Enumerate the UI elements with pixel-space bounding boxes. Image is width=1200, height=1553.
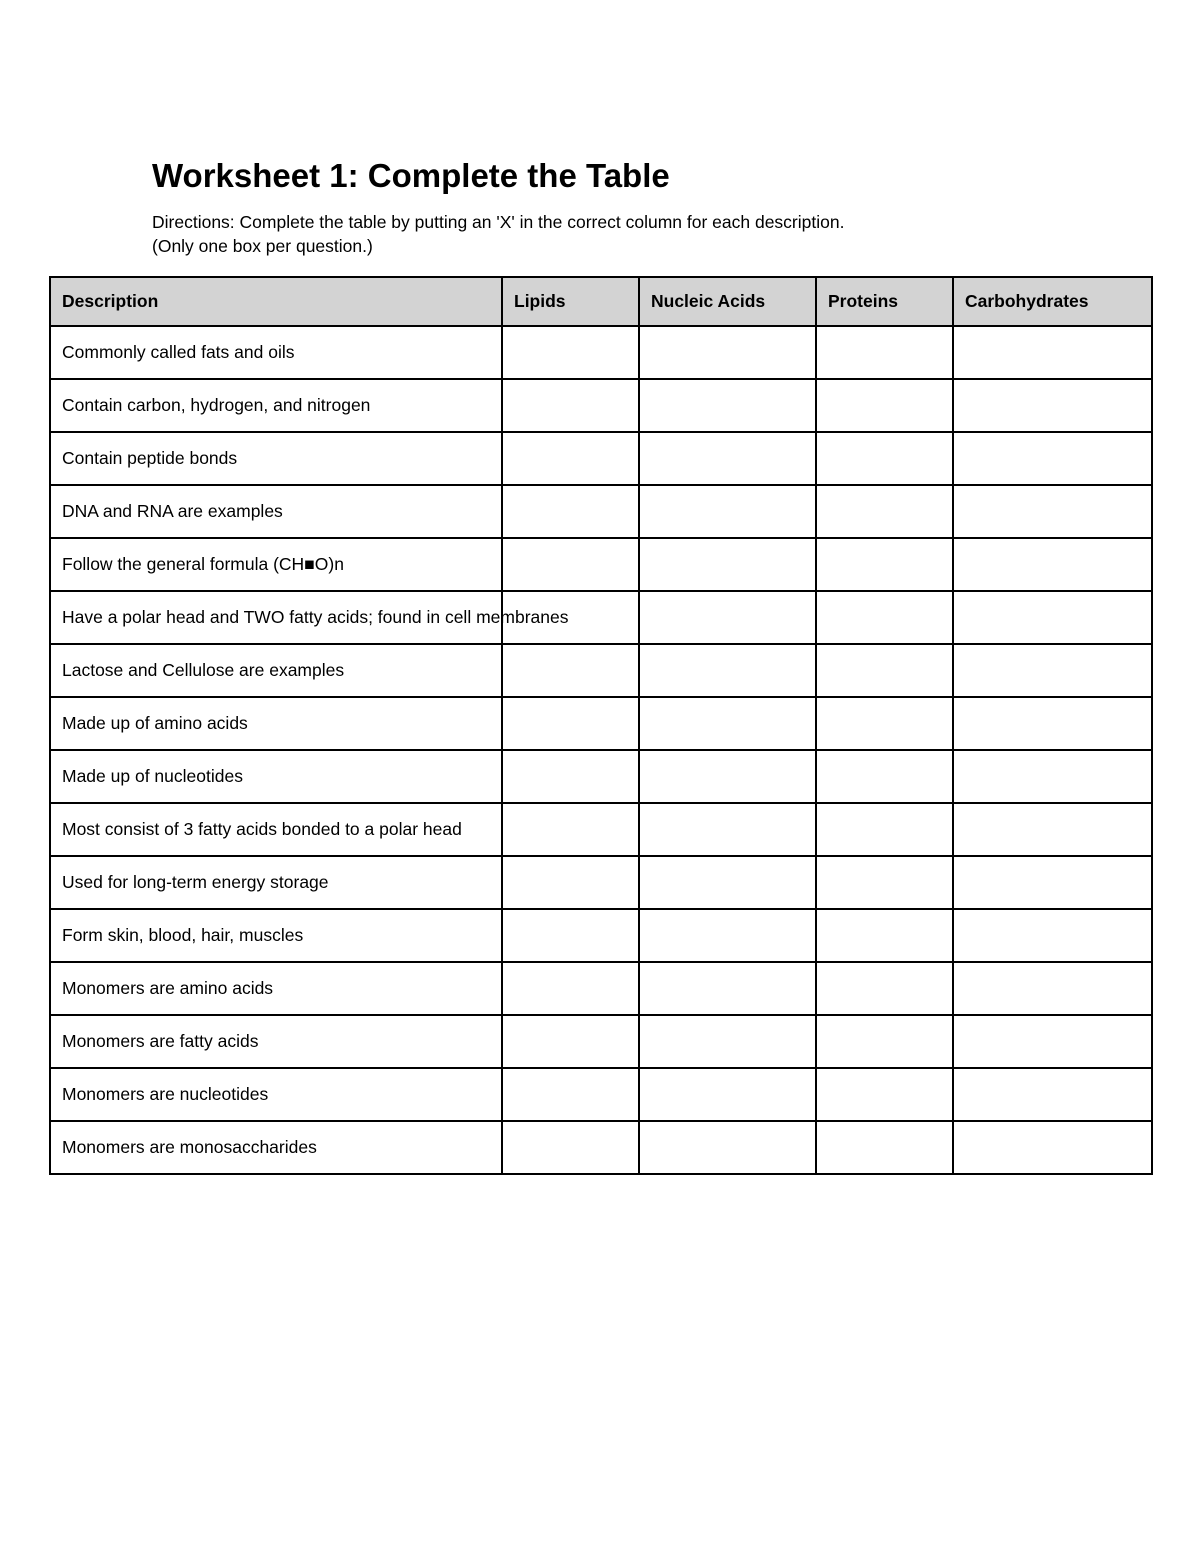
table-row [50, 1121, 1152, 1174]
answer-cell-nucleic-acids[interactable] [639, 962, 816, 1015]
answer-cell-carbohydrates[interactable] [953, 697, 1152, 750]
answer-cell-lipids[interactable] [502, 1068, 639, 1121]
row-description: Used for long-term energy storage [62, 872, 329, 892]
answer-cell-carbohydrates[interactable] [953, 1015, 1152, 1068]
row-description-cell [50, 856, 502, 909]
row-description: Made up of amino acids [62, 713, 248, 733]
answer-cell-carbohydrates[interactable] [953, 326, 1152, 379]
answer-cell-carbohydrates[interactable] [953, 432, 1152, 485]
answer-cell-carbohydrates[interactable] [953, 962, 1152, 1015]
header-carbohydrates: Carbohydrates [953, 277, 1152, 326]
table-row [50, 697, 1152, 750]
answer-cell-proteins[interactable] [816, 1015, 953, 1068]
answer-cell-proteins[interactable] [816, 644, 953, 697]
answer-cell-lipids[interactable] [502, 326, 639, 379]
answer-cell-carbohydrates[interactable] [953, 591, 1152, 644]
answer-cell-lipids[interactable] [502, 379, 639, 432]
row-description-cell [50, 909, 502, 962]
answer-cell-lipids[interactable] [502, 856, 639, 909]
table-row [50, 591, 1152, 644]
row-description-cell [50, 326, 502, 379]
row-description: Monomers are amino acids [62, 978, 274, 998]
header-nucleic-acids: Nucleic Acids [639, 277, 816, 326]
row-description: Contain peptide bonds [62, 448, 238, 468]
answer-cell-carbohydrates[interactable] [953, 803, 1152, 856]
table-row [50, 326, 1152, 379]
answer-cell-proteins[interactable] [816, 326, 953, 379]
answer-cell-carbohydrates[interactable] [953, 1121, 1152, 1174]
table-row [50, 803, 1152, 856]
directions-line-1: Directions: Complete the table by putting an 'X' in the correct column for each description. [152, 212, 845, 232]
row-description: Monomers are fatty acids [62, 1031, 259, 1051]
row-description-cell [50, 1121, 502, 1174]
answer-cell-lipids[interactable] [502, 1015, 639, 1068]
table-header-row [50, 277, 1152, 326]
table-row [50, 856, 1152, 909]
table-row [50, 1068, 1152, 1121]
answer-cell-proteins[interactable] [816, 485, 953, 538]
answer-cell-carbohydrates[interactable] [953, 750, 1152, 803]
directions [152, 210, 844, 258]
answer-cell-lipids[interactable] [502, 697, 639, 750]
answer-cell-nucleic-acids[interactable] [639, 803, 816, 856]
answer-cell-lipids[interactable] [502, 644, 639, 697]
worksheet-title: Worksheet 1: Complete the Table [152, 157, 670, 194]
row-description-cell [50, 591, 569, 644]
classification-table [49, 276, 1153, 1175]
answer-cell-proteins[interactable] [816, 591, 953, 644]
table-body [50, 326, 1152, 1174]
table-row [50, 485, 1152, 538]
answer-cell-lipids[interactable] [502, 538, 639, 591]
row-description: DNA and RNA are examples [62, 501, 283, 521]
answer-cell-proteins[interactable] [816, 856, 953, 909]
row-description: Most consist of 3 fatty acids bonded to a polar head [62, 819, 462, 839]
header-lipids: Lipids [502, 277, 639, 326]
answer-cell-lipids[interactable] [502, 803, 639, 856]
answer-cell-proteins[interactable] [816, 1068, 953, 1121]
row-description-cell [50, 1068, 502, 1121]
answer-cell-lipids[interactable] [502, 750, 639, 803]
row-description-cell [50, 432, 502, 485]
row-description-cell [50, 644, 502, 697]
answer-cell-lipids[interactable] [502, 1121, 639, 1174]
answer-cell-nucleic-acids[interactable] [639, 750, 816, 803]
answer-cell-proteins[interactable] [816, 750, 953, 803]
answer-cell-nucleic-acids[interactable] [639, 591, 816, 644]
answer-cell-nucleic-acids[interactable] [639, 644, 816, 697]
row-description-cell [50, 538, 502, 591]
table-row [50, 909, 1152, 962]
answer-cell-carbohydrates[interactable] [953, 909, 1152, 962]
table-row [50, 750, 1152, 803]
row-description-cell [50, 962, 502, 1015]
row-description: Monomers are nucleotides [62, 1084, 269, 1104]
answer-cell-carbohydrates[interactable] [953, 1068, 1152, 1121]
answer-cell-lipids[interactable] [502, 432, 639, 485]
answer-cell-carbohydrates[interactable] [953, 856, 1152, 909]
answer-cell-lipids[interactable] [502, 909, 639, 962]
answer-cell-proteins[interactable] [816, 697, 953, 750]
answer-cell-nucleic-acids[interactable] [639, 909, 816, 962]
table-row [50, 644, 1152, 697]
header-proteins: Proteins [816, 277, 953, 326]
row-description-cell [50, 803, 502, 856]
table-row [50, 379, 1152, 432]
directions-line-2: (Only one box per question.) [152, 236, 373, 256]
answer-cell-proteins[interactable] [816, 909, 953, 962]
row-description: Form skin, blood, hair, muscles [62, 925, 304, 945]
row-description: Made up of nucleotides [62, 766, 243, 786]
row-description: Lactose and Cellulose are examples [62, 660, 345, 680]
row-description: Have a polar head and TWO fatty acids; found in cell membranes [62, 607, 569, 627]
row-description: Contain carbon, hydrogen, and nitrogen [62, 395, 371, 415]
answer-cell-nucleic-acids[interactable] [639, 432, 816, 485]
row-description-cell [50, 697, 502, 750]
answer-cell-nucleic-acids[interactable] [639, 1121, 816, 1174]
table-row [50, 432, 1152, 485]
answer-cell-lipids[interactable] [502, 962, 639, 1015]
answer-cell-proteins[interactable] [816, 379, 953, 432]
row-description-cell [50, 485, 502, 538]
answer-cell-nucleic-acids[interactable] [639, 1015, 816, 1068]
answer-cell-carbohydrates[interactable] [953, 538, 1152, 591]
answer-cell-proteins[interactable] [816, 1121, 953, 1174]
answer-cell-carbohydrates[interactable] [953, 485, 1152, 538]
answer-cell-proteins[interactable] [816, 538, 953, 591]
table-row [50, 962, 1152, 1015]
row-description-cell [50, 750, 502, 803]
answer-cell-carbohydrates[interactable] [953, 644, 1152, 697]
table-row [50, 538, 1152, 591]
answer-cell-nucleic-acids[interactable] [639, 697, 816, 750]
answer-cell-nucleic-acids[interactable] [639, 326, 816, 379]
answer-cell-nucleic-acids[interactable] [639, 485, 816, 538]
row-description-cell [50, 379, 502, 432]
answer-cell-nucleic-acids[interactable] [639, 1068, 816, 1121]
row-description: Monomers are monosaccharides [62, 1137, 317, 1157]
answer-cell-nucleic-acids[interactable] [639, 538, 816, 591]
answer-cell-nucleic-acids[interactable] [639, 379, 816, 432]
answer-cell-proteins[interactable] [816, 803, 953, 856]
row-description-cell [50, 1015, 502, 1068]
answer-cell-proteins[interactable] [816, 432, 953, 485]
row-description: Follow the general formula (CH■O)n [62, 554, 344, 574]
answer-cell-proteins[interactable] [816, 962, 953, 1015]
row-description: Commonly called fats and oils [62, 342, 295, 362]
answer-cell-carbohydrates[interactable] [953, 379, 1152, 432]
answer-cell-lipids[interactable] [502, 485, 639, 538]
table-row [50, 1015, 1152, 1068]
header-description: Description [50, 277, 502, 326]
answer-cell-nucleic-acids[interactable] [639, 856, 816, 909]
